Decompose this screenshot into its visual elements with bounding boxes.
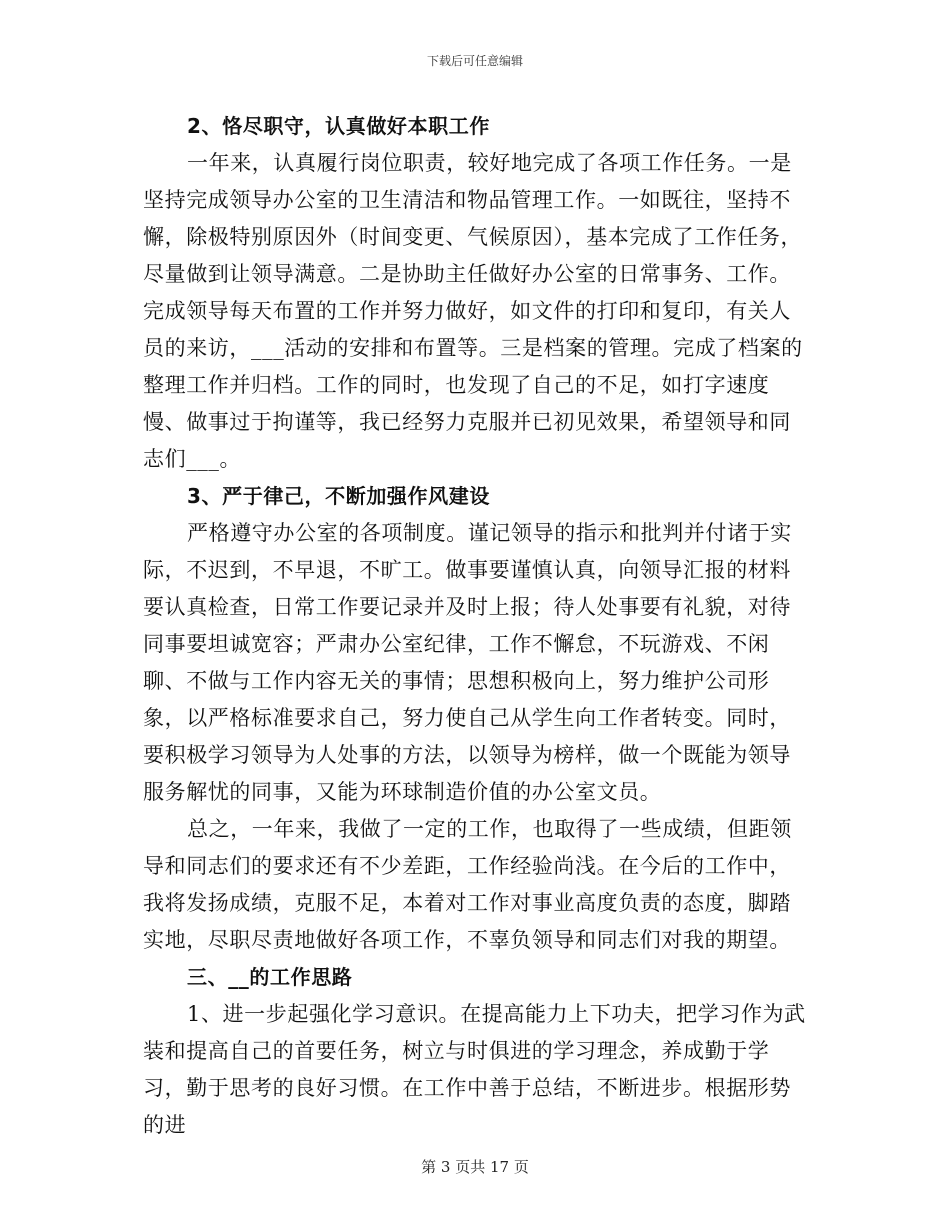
section-paragraph-3: 严格遵守办公室的各项制度。谨记领导的指示和批判并付诸于实际，不迟到，不早退，不旷工。做事要谨慎认真，向领导汇报的材料要认真检查，日常工作要记录并及时上报；待人处事要有礼貌，对待同事要坦诚宽容；严肃办公室纪律，工作不懈怠，不玩游戏、不闲聊、不做与工作内容无关的事情；思想积极向上，努力维护公司形象，以严格标准要求自己，努力使自己从学生向工作者转变。同时，要积极学习领导为人处事的方法，以领导为榜样，做一个既能为领导服务解忧的同事，又能为环球制造价值的办公室文员。: [143, 521, 792, 804]
summary-paragraph: 总之，一年来，我做了一定的工作，也取得了一些成绩，但距领导和同志们的要求还有不少差距，工作经验尚浅。在今后的工作中，我将发扬成绩，克服不足，本着对工作对事业高度负责的态度，脚踏实地，尽职尽责地做好各项工作，不辜负领导和同志们对我的期望。: [143, 817, 792, 952]
part3-item-1: 1、进一步起强化学习意识。在提高能力上下功夫，把学习作为武装和提高自己的首要任务，树立与时俱进的学习理念，养成勤于学习，勤于思考的良好习惯。在工作中善于总结，不断进步。根据形势的进: [143, 1002, 806, 1137]
page-footer: 第 3 页共 17 页: [421, 1158, 529, 1176]
section-heading-3: 3、严于律己，不断加强作风建设: [187, 484, 490, 508]
document-body: [143, 108, 807, 1144]
section-paragraph-2: 一年来，认真履行岗位职责，较好地完成了各项工作任务。一是坚持完成领导办公室的卫生清洁和物品管理工作。一如既往，坚持不懈，除极特别原因外（时间变更、气候原因），基本完成了工作任务，尽量做到让领导满意。二是协助主任做好办公室的日常事务、工作。完成领导每天布置的工作并努力做好，如文件的打印和复印，有关人员的来访，___活动的安排和布置等。三是档案的管理。完成了档案的整理工作并归档。工作的同时，也发现了自己的不足，如打字速度慢、做事过于拘谨等，我已经努力克服并已初见效果，希望领导和同志们___。: [143, 151, 803, 471]
page-header: 下载后可任意编辑: [426, 54, 523, 68]
section-heading-2: 2、恪尽职守，认真做好本职工作: [187, 114, 490, 138]
part-heading-3: 三、__的工作思路: [187, 965, 353, 989]
